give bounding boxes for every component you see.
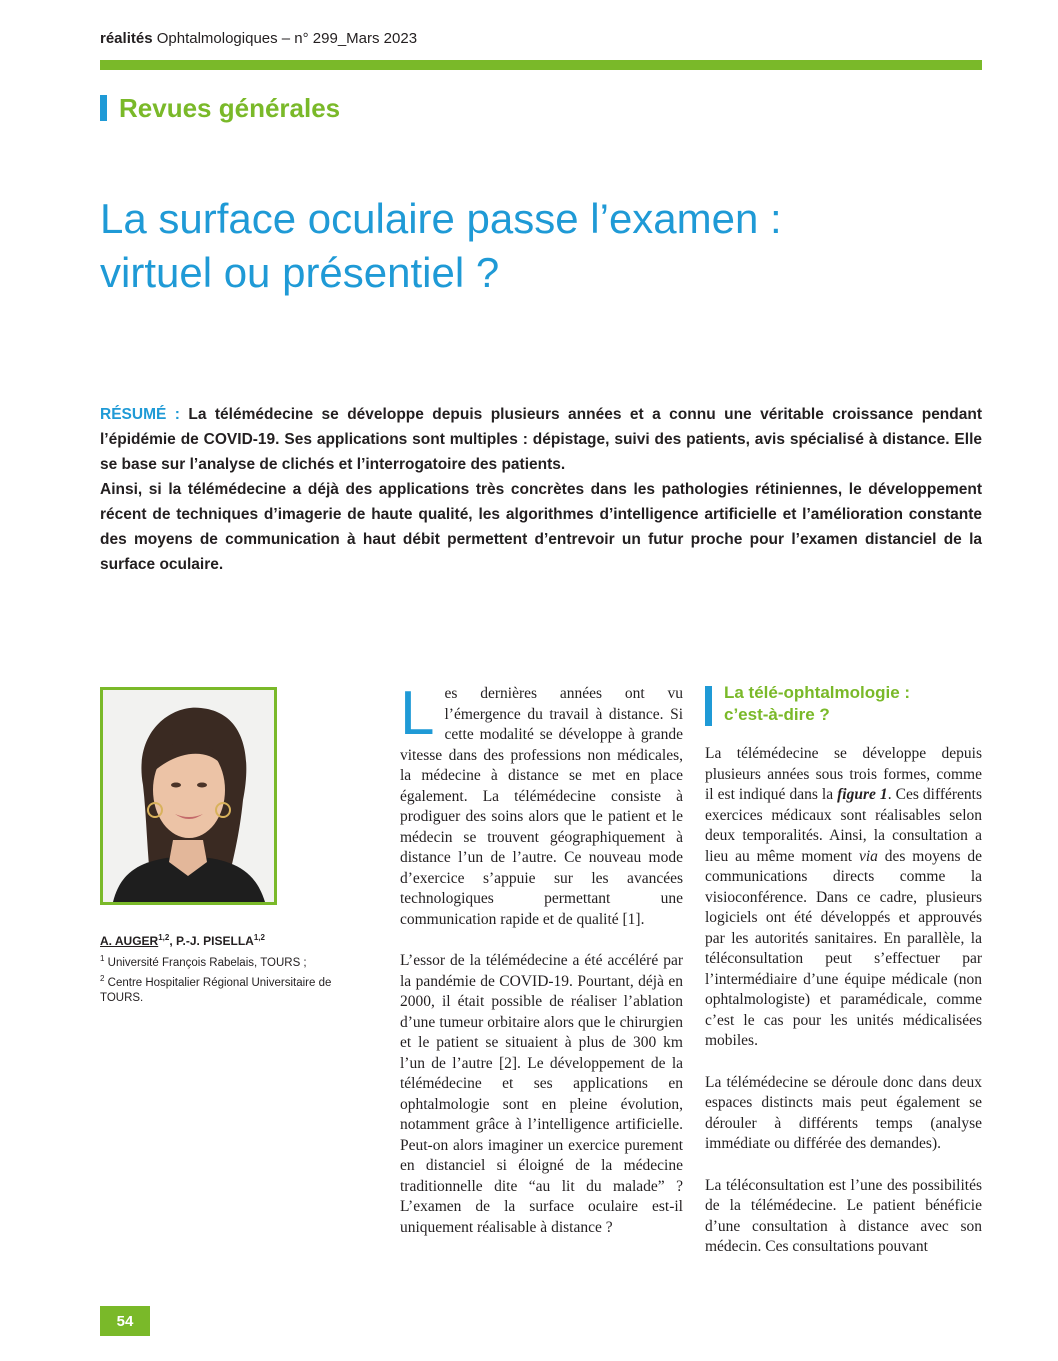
page-number: 54 [100, 1306, 150, 1336]
body-paragraph-1 [705, 744, 982, 1052]
affiliation-2 [100, 971, 350, 1006]
header-rule [100, 60, 982, 70]
author-separator: , [169, 934, 177, 948]
abstract-text-1: La télémédecine se développe depuis plusieurs années et a connu une véritable croissance pendant l’épidémie de COVID-19. Ses applications sont multiples : dépistage, suivi des patients, avis spécialisé à distance. Elle se base sur l’analyse de clichés et l’interrogatoire des patients. [100, 406, 982, 473]
title-line-2: virtuel ou présentiel ? [100, 249, 500, 296]
affiliation-2-mark: 2 [100, 973, 105, 983]
text-run: des moyens de communications directs comme la visioconférence. Dans ce cadre, plusieurs logiciels ont été développés et approuvés par les autorités sanitaires. En parallèle, la téléconsultation peut s’effectuer par l’intermédiaire d’une équipe médicale (non ophtalmologiste) et paramédicale, comme c’est le cas pour les unités médicalisées mobiles. [705, 847, 983, 1049]
author-names [100, 930, 350, 949]
journal-brand: réalités [100, 30, 153, 47]
affiliation-1 [100, 951, 350, 971]
text-run: La télémédecine se développe depuis plusieurs années sous trois formes, comme il est indiqué dans la [705, 745, 982, 803]
subheading [705, 682, 910, 726]
title-line-1: La surface oculaire passe l’examen : [100, 195, 782, 242]
figure-reference: figure 1 [837, 786, 888, 803]
author-1-affiliation-marks: 1,2 [158, 933, 170, 942]
affiliation-1-mark: 1 [100, 954, 105, 963]
author-photo [100, 687, 277, 905]
drop-cap: L [400, 679, 435, 748]
abstract-paragraph-2: Ainsi, si la télémédecine a déjà des applications très concrètes dans les pathologies rétiniennes, le développement récent de techniques d’imagerie de haute qualité, les algorithmes d’intelligence artificielle et l’amélioration constante des moyens de communication à haut débit permettent d’entrevoir un futur proche pour l’examen distanciel de la surface oculaire. [100, 481, 982, 573]
affiliation-2-text: Centre Hospitalier Régional Universitaire de TOURS. [100, 976, 332, 1004]
subheading-marker [705, 686, 712, 726]
subheading-line-2: c’est-à-dire ? [724, 705, 830, 724]
subheading-text [724, 682, 910, 726]
subheading-line-1: La télé-ophtalmologie : [724, 683, 911, 702]
author-portrait-image [103, 690, 274, 902]
body-column-3 [705, 744, 982, 1279]
article-title [100, 192, 980, 300]
author-block [100, 930, 350, 1006]
abstract [100, 402, 982, 577]
body-paragraph: L’essor de la télémédecine a été accéléré par la pandémie de COVID-19. Pourtant, déjà en 2000, il était possible de réaliser l’ablation d’une tumeur orbitaire alors que le chirurgien et le patient se situaient à plus de 300 km l’un de l’autre [2]. Le développement de la télémédecine et ses applications en ophtalmologie sont en pleine évolution, notamment grâce à l’intelligence artificielle. Peut-on alors imaginer un exercice purement en distanciel si éloigné de la médecine traditionnelle dite “au lit du malade” ? L’examen de la surface oculaire est-il uniquement réalisable à distance ? [400, 952, 683, 1236]
body-paragraph-3: La téléconsultation est l’une des possibilités de la télémédecine. Le patient bénéficie d’une consultation à distance avec son médecin. Ces consultations pouvant [705, 1176, 982, 1255]
abstract-label: RÉSUMÉ : [100, 406, 180, 423]
intro-text: es dernières années ont vu l’émergence du travail à distance. Si cette modalité se développe à grande vitesse dans des professions non médicales, la médecine à distance se met en place également. La télémédecine consiste à prodiguer des soins alors que le patient et le médecin se trouvent géographiquement à distance l’un de l’autre. Ce nouveau mode d’exercice s’appuie sur les avancées technologiques permettant une communication rapide et de qualité [1]. [400, 685, 683, 928]
section-marker [100, 95, 107, 121]
journal-issue: Ophtalmologiques – n° 299_Mars 2023 [152, 30, 418, 47]
body-column-2 [400, 679, 683, 1259]
section-label: Revues générales [119, 92, 341, 123]
section-tag [100, 92, 340, 124]
intro-paragraph [400, 679, 683, 930]
author-1: A. AUGER [100, 934, 159, 948]
italic-term: via [858, 847, 878, 865]
running-header [100, 30, 417, 47]
body-paragraph-2: La télémédecine se déroule donc dans deux espaces distincts mais peut également se dérouler à différents temps (analyse immédiate ou différée des demandes). [705, 1073, 982, 1152]
affiliation-1-text: Université François Rabelais, TOURS ; [104, 956, 307, 969]
abstract-paragraph-1 [100, 402, 982, 477]
author-2: P.-J. PISELLA [176, 934, 254, 948]
text-run: . Ces différents exercices médicaux sont réalisables selon deux temporalités. Ainsi, la consultation a lieu au même moment [705, 786, 983, 865]
author-2-affiliation-marks: 1,2 [253, 933, 265, 942]
